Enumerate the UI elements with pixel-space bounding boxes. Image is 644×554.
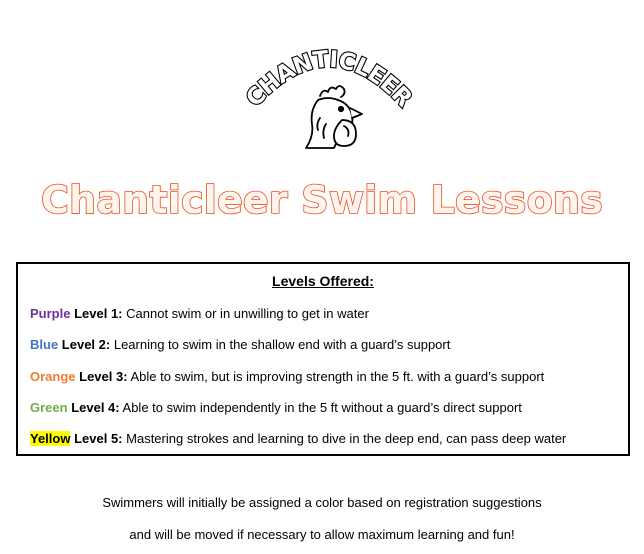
level-row-yellow	[30, 431, 566, 446]
level-color-label: Yellow	[30, 431, 71, 446]
level-color-label: Orange	[30, 369, 76, 384]
level-description: Able to swim, but is improving strength in the 5 ft. with a guard’s support	[130, 369, 545, 384]
level-number: Level 1:	[74, 306, 123, 321]
level-description: Cannot swim or in unwilling to get in water	[126, 306, 369, 321]
level-description: Able to swim independently in the 5 ft without a guard’s direct support	[122, 400, 522, 415]
level-description: Mastering strokes and learning to dive in the deep end, can pass deep water	[126, 431, 567, 446]
level-number: Level 2:	[61, 337, 111, 352]
chanticleer-logo	[240, 38, 418, 154]
level-color-label: Blue	[30, 337, 59, 352]
level-color-label: Green	[30, 400, 68, 415]
level-number: Level 3:	[79, 369, 128, 384]
page-title: Chanticleer Swim Lessons	[40, 178, 604, 222]
assignment-note-line-1: Swimmers will initially be assigned a color based on registration suggestions	[102, 495, 542, 510]
logo-text: CHANTICLEER	[241, 46, 417, 112]
level-row-purple	[30, 306, 369, 321]
rooster-head-icon	[306, 86, 362, 148]
level-description: Learning to swim in the shallow end with a guard’s support	[113, 337, 451, 352]
level-number: Level 4:	[71, 400, 120, 415]
level-row-orange	[30, 369, 544, 384]
level-row-blue	[30, 337, 450, 352]
levels-heading: Levels Offered:	[272, 273, 374, 289]
level-number: Level 5:	[74, 431, 123, 446]
levels-offered-box	[16, 262, 630, 456]
level-color-label: Purple	[30, 306, 71, 321]
level-row-green	[30, 400, 522, 415]
assignment-note-line-2: and will be moved if necessary to allow maximum learning and fun!	[129, 527, 515, 542]
